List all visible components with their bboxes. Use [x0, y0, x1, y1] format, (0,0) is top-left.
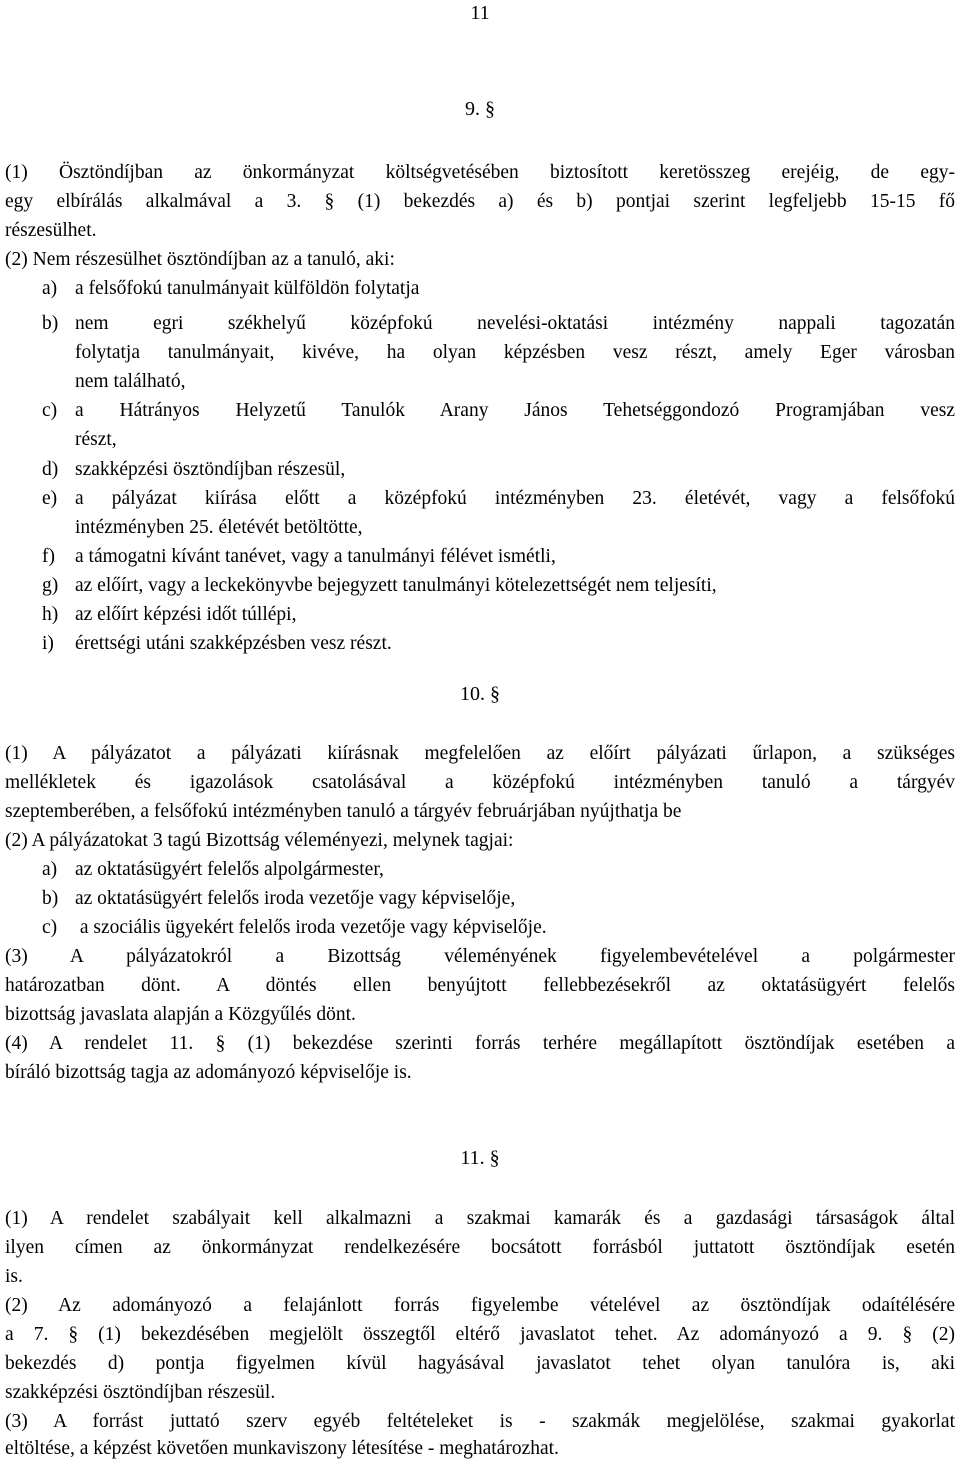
s9-p2-intro: (2) Nem részesülhet ösztöndíjban az a tanuló, aki: — [5, 249, 395, 270]
s9-item-d — [5, 455, 955, 484]
section-heading-9: 9. § — [465, 98, 495, 120]
s10-p3-line-3: bizottság javaslata alapján a Közgyűlés dönt. — [5, 1004, 356, 1025]
s9-item-b-line-2: folytatja tanulmányait, kivéve, ha olyan képzésben vesz részt, amely Eger városban — [75, 342, 955, 363]
s9-p1-line-2: egy elbírálás alkalmával a 3. § (1) bekezdés a) és b) pontjai szerint legfeljebb 15-15 fő — [5, 191, 955, 212]
s11-p1-line-1: (1) A rendelet szabályait kell alkalmazni a szakmai kamarák és a gazdasági társaságok által — [5, 1208, 955, 1229]
list-item-text: az oktatásügyért felelős iroda vezetője vagy képviselője, — [75, 888, 516, 909]
list-item-text: szakképzési ösztöndíjban részesül, — [75, 459, 346, 480]
s10-item-c — [5, 913, 955, 942]
s10-p4-line-1: (4) A rendelet 11. § (1) bekezdése szerinti forrás terhére megállapított ösztöndíjak esetében a — [5, 1033, 955, 1054]
s10-p1-line-1: (1) A pályázatot a pályázati kiírásnak megfelelően az előírt pályázati űrlapon, a szükséges — [5, 743, 955, 764]
s9-item-a — [5, 274, 955, 303]
s11-p2-line-2: a 7. § (1) bekezdésében megjelölt összegtől eltérő javaslatot tehet. Az adományozó a 9. § (2) — [5, 1324, 955, 1345]
s11-p3-line-1: (3) A forrást juttató szerv egyéb feltételeket is - szakmák megjelölése, szakmai gyakorlat — [5, 1411, 955, 1432]
s10-p2-intro: (2) A pályázatokat 3 tagú Bizottság véleményezi, melynek tagjai: — [5, 830, 514, 851]
s9-item-c-line-2: részt, — [75, 429, 117, 450]
s10-item-b — [5, 884, 955, 913]
list-marker: c) — [42, 917, 58, 938]
s9-item-b-line-3: nem található, — [75, 371, 186, 392]
s9-item-c — [5, 396, 955, 425]
s10-p3-line-2: határozatban dönt. A döntés ellen benyújtott fellebbezésekről az oktatásügyért felelős — [5, 975, 955, 996]
list-marker: b) — [42, 313, 59, 334]
list-marker: b) — [42, 888, 59, 909]
s11-p2-line-3: bekezdés d) pontja figyelmen kívül hagyásával javaslatot tehet olyan tanulóra is, aki — [5, 1353, 955, 1374]
list-item-text: az előírt, vagy a leckekönyvbe bejegyzett tanulmányi kötelezettségét nem teljesíti, — [75, 575, 717, 596]
s11-p3-line-2: eltöltése, a képzést követően munkaviszony létesítése - meghatározhat. — [5, 1438, 559, 1459]
s10-item-a — [5, 855, 955, 884]
s11-p2-line-1: (2) Az adományozó a felajánlott forrás figyelembe vételével az ösztöndíjak odaítélésére — [5, 1295, 955, 1316]
list-item-text: az oktatásügyért felelős alpolgármester, — [75, 859, 384, 880]
s10-p3-line-1: (3) A pályázatokról a Bizottság véleményének figyelembevételével a polgármester — [5, 946, 955, 967]
list-marker: f) — [42, 546, 55, 567]
list-item-text: a támogatni kívánt tanévet, vagy a tanulmányi félévet ismétli, — [75, 546, 556, 567]
s10-p1-line-2: mellékletek és igazolások csatolásával a középfokú intézményben tanuló a tárgyév — [5, 772, 955, 793]
list-item-text: a Hátrányos Helyzetű Tanulók Arany János Tehetséggondozó Programjában vesz — [75, 400, 955, 421]
list-item-text: a szociális ügyekért felelős iroda vezetője vagy képviselője. — [75, 917, 547, 938]
s10-p1-line-3: szeptemberében, a felsőfokú intézményben tanuló a tárgyév februárjában nyújthatja be — [5, 801, 682, 822]
s10-p4-line-2: bíráló bizottság tagja az adományozó képviselője is. — [5, 1062, 412, 1083]
list-marker: c) — [42, 400, 58, 421]
list-marker: i) — [42, 633, 54, 654]
s9-item-e-line-2: intézményben 25. életévét betöltötte, — [75, 517, 363, 538]
s9-item-e — [5, 484, 955, 513]
list-item-text: nem egri székhelyű középfokú nevelési-oktatási intézmény nappali tagozatán — [75, 313, 955, 334]
s9-item-g — [5, 571, 955, 600]
s9-item-f — [5, 542, 955, 571]
page-number: 11 — [470, 2, 490, 24]
list-marker: g) — [42, 575, 59, 596]
s9-p1-line-3: részesülhet. — [5, 220, 97, 241]
s9-item-b — [5, 309, 955, 338]
s11-p1-line-3: is. — [5, 1266, 23, 1287]
section-heading-10: 10. § — [460, 683, 500, 705]
section-heading-11: 11. § — [460, 1147, 500, 1169]
list-item-text: érettségi utáni szakképzésben vesz részt. — [75, 633, 392, 654]
s9-p1-line-1: (1) Ösztöndíjban az önkormányzat költségvetésében biztosított keretösszeg erejéig, de egy- — [5, 162, 955, 183]
list-marker: d) — [42, 459, 59, 480]
list-item-text: az előírt képzési időt túllépi, — [75, 604, 297, 625]
list-marker: a) — [42, 278, 58, 299]
list-marker: a) — [42, 859, 58, 880]
list-marker: h) — [42, 604, 59, 625]
list-marker: e) — [42, 488, 58, 509]
s9-item-h — [5, 600, 955, 629]
list-item-text: a felsőfokú tanulmányait külföldön folytatja — [75, 278, 420, 299]
s11-p1-line-2: ilyen címen az önkormányzat rendelkezésére bocsátott forrásból juttatott ösztöndíjak esetén — [5, 1237, 955, 1258]
s11-p2-line-4: szakképzési ösztöndíjban részesül. — [5, 1382, 276, 1403]
list-item-text: a pályázat kiírása előtt a középfokú intézményben 23. életévét, vagy a felsőfokú — [75, 488, 955, 509]
s9-item-i — [5, 629, 955, 658]
